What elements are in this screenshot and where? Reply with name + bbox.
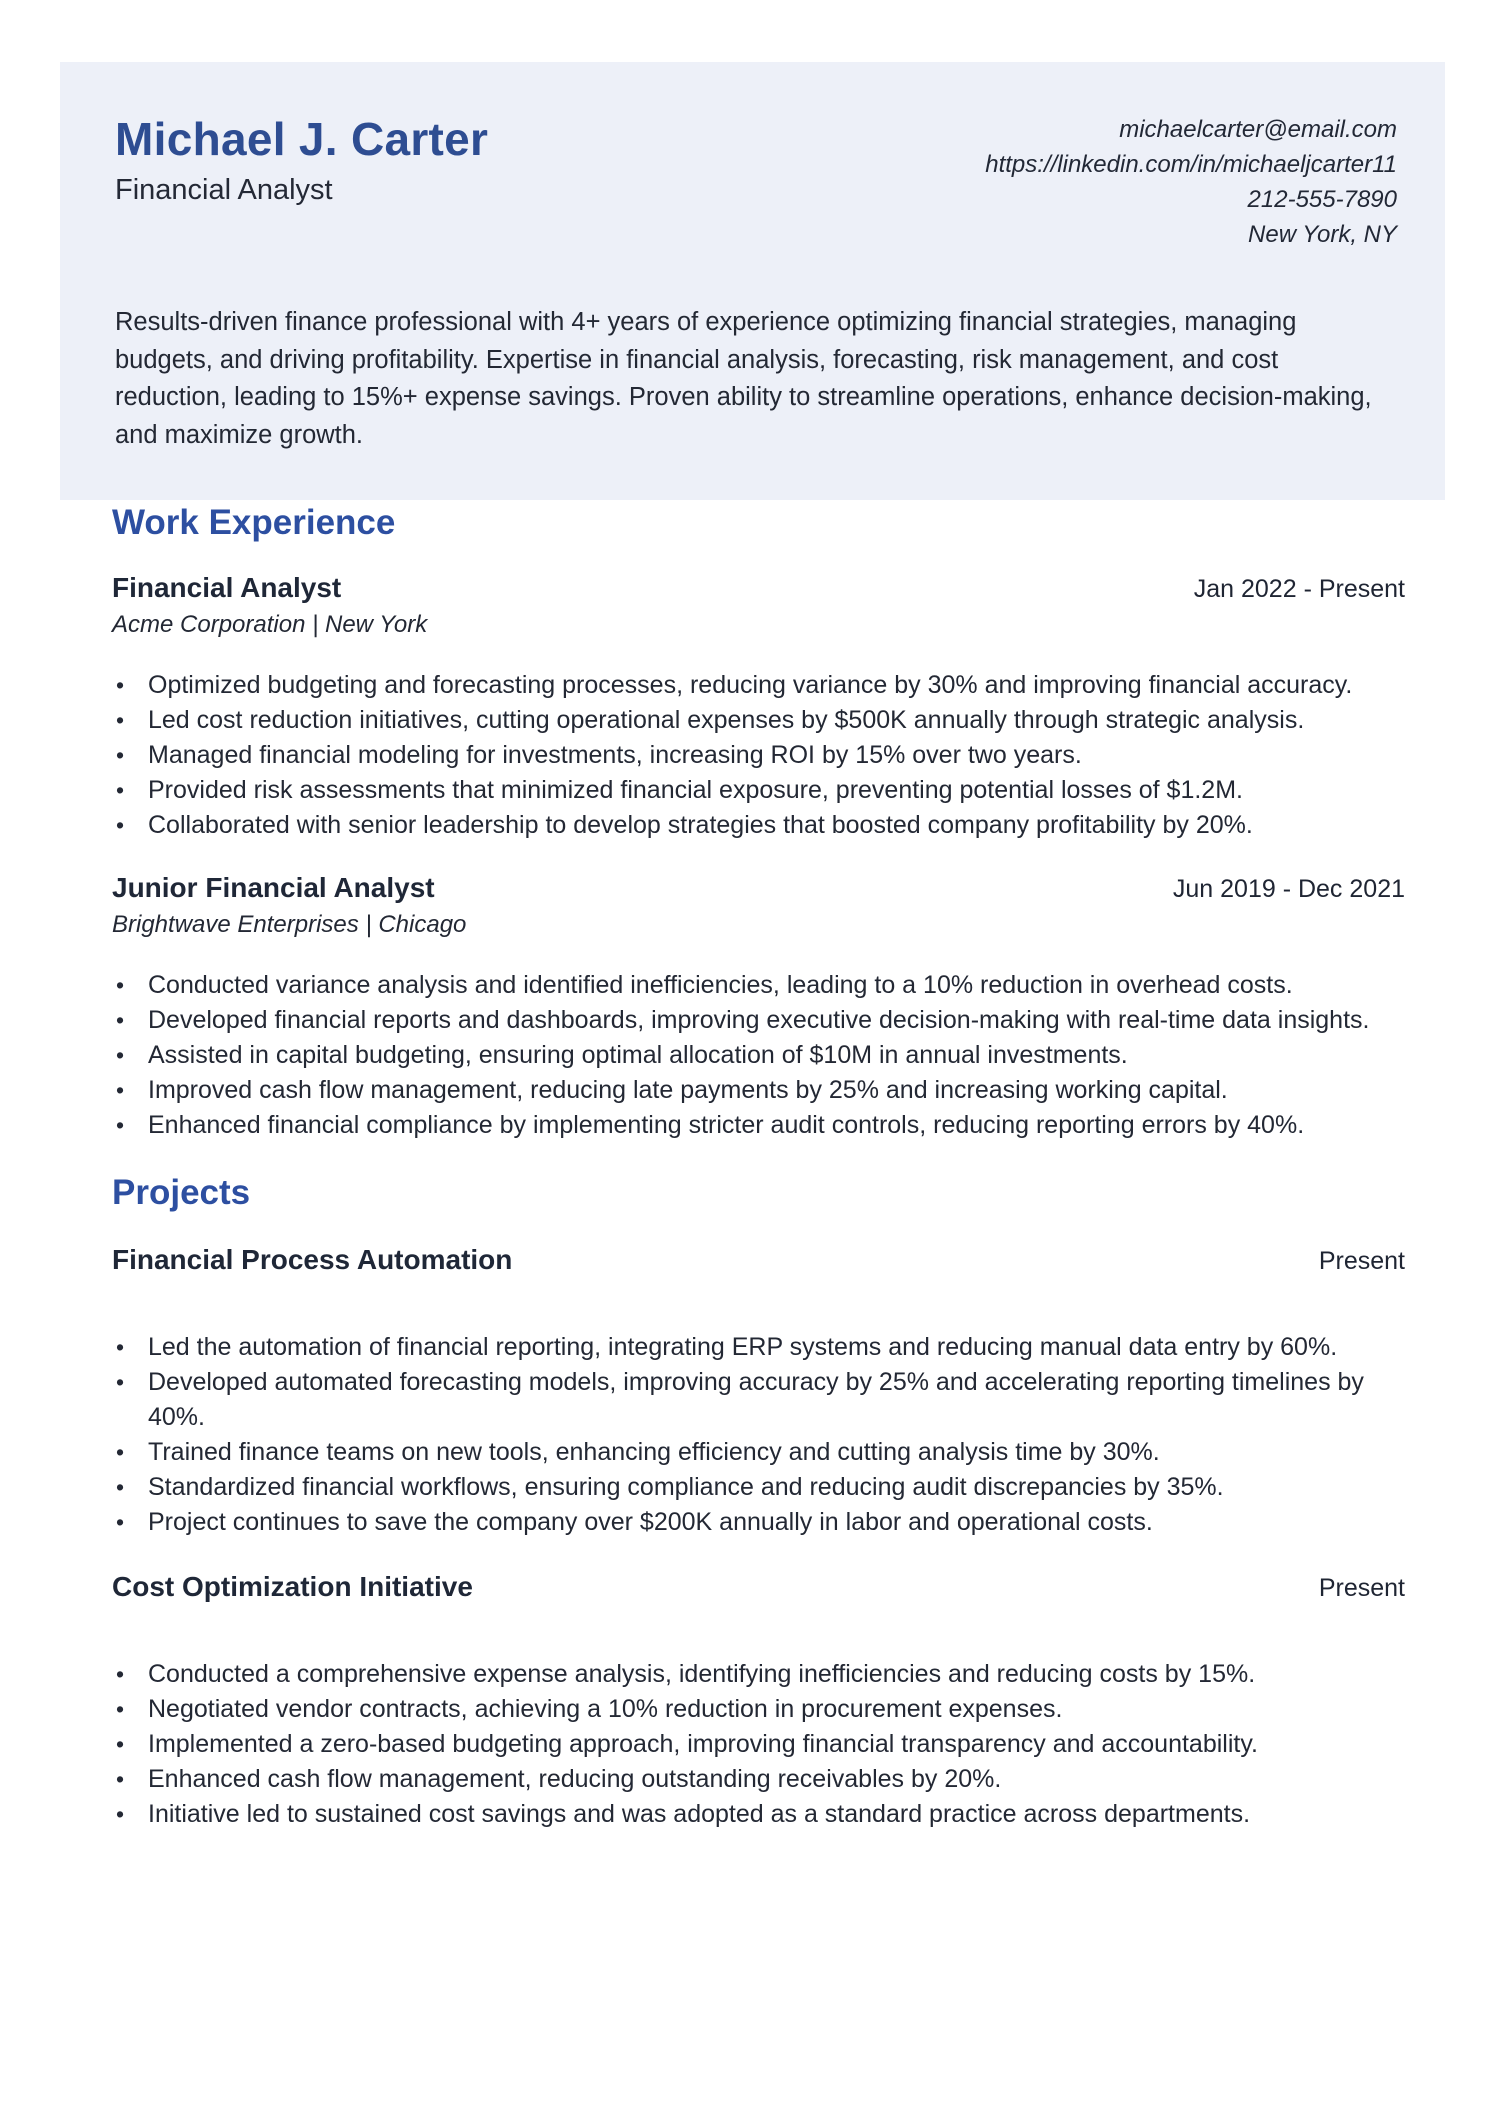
bullet-item	[112, 1470, 1405, 1505]
bullet-dot-icon: •	[116, 1334, 125, 1360]
entry-title: Junior Financial Analyst	[112, 872, 435, 903]
bullet-dot-icon: •	[116, 777, 125, 803]
identity-block	[115, 112, 488, 208]
bullet-text: Negotiated vendor contracts, achieving a 10% reduction in procurement expenses.	[148, 1695, 1063, 1723]
entry-header-row	[112, 1570, 1405, 1605]
bullet-list	[112, 1657, 1405, 1832]
entry-subtitle: Acme Corporation | New York	[112, 611, 428, 638]
section-projects	[112, 1173, 1405, 1832]
resume-body	[112, 503, 1405, 1832]
entry-header-row	[112, 871, 1405, 906]
bullet-text: Managed financial modeling for investments, increasing ROI by 15% over two years.	[148, 741, 1082, 769]
entry-date: Present	[1318, 1574, 1405, 1602]
bullet-dot-icon: •	[116, 1077, 125, 1103]
entry-date: Present	[1318, 1247, 1405, 1275]
bullet-text: Led cost reduction initiatives, cutting operational expenses by $500K annually through strategic analysis.	[148, 706, 1305, 734]
entry-header-row	[112, 571, 1405, 606]
bullet-text: Developed automated forecasting models, improving accuracy by 25% and accelerating reporting timelines by 40%.	[148, 1368, 1364, 1431]
bullet-text: Provided risk assessments that minimized financial exposure, preventing potential losses of $1.2M.	[148, 776, 1243, 804]
bullet-text: Led the automation of financial reporting, integrating ERP systems and reducing manual data entry by 60%.	[148, 1333, 1338, 1361]
bullet-text: Implemented a zero-based budgeting approach, improving financial transparency and accountability.	[148, 1730, 1258, 1758]
professional-summary: Results-driven finance professional with 4+ years of experience optimizing financial strategies, managing budgets, and driving profitability. Expertise in financial analysis, forecasting, risk management, and cost reduction, leading to 15%+ expense savings. Proven ability to streamline operations, enhance decision-making, and maximize growth.	[115, 308, 1372, 449]
bullet-text: Enhanced financial compliance by implementing stricter audit controls, reducing reporting errors by 40%.	[148, 1111, 1305, 1139]
bullet-dot-icon: •	[116, 1439, 125, 1465]
bullet-text: Conducted a comprehensive expense analysis, identifying inefficiencies and reducing costs by 15%.	[148, 1660, 1256, 1688]
contact-info	[985, 112, 1397, 252]
bullet-text: Standardized financial workflows, ensuring compliance and reducing audit discrepancies by 35%.	[148, 1473, 1224, 1501]
bullet-item	[112, 1073, 1405, 1108]
bullet-item	[112, 808, 1405, 843]
entry-header-row	[112, 1243, 1405, 1278]
person-name: Michael J. Carter	[115, 113, 489, 165]
section-work-experience	[112, 503, 1405, 1143]
bullet-text: Optimized budgeting and forecasting processes, reducing variance by 30% and improving financial accuracy.	[148, 671, 1353, 699]
entry-subtitle: Brightwave Enterprises | Chicago	[112, 911, 467, 938]
bullet-dot-icon: •	[116, 1474, 125, 1500]
bullet-item	[112, 773, 1405, 808]
bullet-dot-icon: •	[116, 1801, 125, 1827]
bullet-item	[112, 703, 1405, 738]
bullet-dot-icon: •	[116, 1509, 125, 1535]
resume-header	[60, 62, 1445, 500]
bullet-list	[112, 668, 1405, 843]
contact-phone: 212-555-7890	[1247, 186, 1397, 213]
contact-linkedin-url: https://linkedin.com/in/michaeljcarter11	[985, 151, 1397, 178]
section-heading: Work Experience	[112, 503, 396, 542]
bullet-text: Conducted variance analysis and identified inefficiencies, leading to a 10% reduction in overhead costs.	[148, 971, 1293, 999]
bullet-item	[112, 1435, 1405, 1470]
entry-date: Jun 2019 - Dec 2021	[1172, 875, 1405, 903]
bullet-item	[112, 1038, 1405, 1073]
bullet-item	[112, 1797, 1405, 1832]
bullet-dot-icon: •	[116, 972, 125, 998]
bullet-item	[112, 1762, 1405, 1797]
bullet-dot-icon: •	[116, 812, 125, 838]
bullet-text: Collaborated with senior leadership to develop strategies that boosted company profitability by 20%.	[148, 811, 1253, 839]
bullet-item	[112, 1330, 1405, 1365]
bullet-item	[112, 668, 1405, 703]
bullet-list	[112, 1330, 1405, 1540]
bullet-dot-icon: •	[116, 1042, 125, 1068]
bullet-item	[112, 1365, 1405, 1435]
bullet-text: Developed financial reports and dashboards, improving executive decision-making with real-time data insights.	[148, 1006, 1370, 1034]
bullet-text: Improved cash flow management, reducing late payments by 25% and increasing working capital.	[148, 1076, 1228, 1104]
bullet-dot-icon: •	[116, 1007, 125, 1033]
entry	[112, 871, 1405, 1143]
bullet-item	[112, 1505, 1405, 1540]
entry	[112, 1243, 1405, 1540]
bullet-dot-icon: •	[116, 1766, 125, 1792]
bullet-item	[112, 968, 1405, 1003]
bullet-item	[112, 738, 1405, 773]
bullet-dot-icon: •	[116, 1369, 125, 1395]
bullet-dot-icon: •	[116, 672, 125, 698]
bullet-dot-icon: •	[116, 1731, 125, 1757]
section-heading: Projects	[112, 1173, 251, 1212]
bullet-item	[112, 1657, 1405, 1692]
contact-email: michaelcarter@email.com	[1119, 116, 1397, 143]
bullet-text: Project continues to save the company over $200K annually in labor and operational costs.	[148, 1508, 1153, 1536]
bullet-dot-icon: •	[116, 1661, 125, 1687]
entry-title: Financial Analyst	[112, 572, 342, 603]
bullet-dot-icon: •	[116, 742, 125, 768]
entry-date: Jan 2022 - Present	[1193, 575, 1405, 603]
bullet-text: Assisted in capital budgeting, ensuring optimal allocation of $10M in annual investments.	[148, 1041, 1128, 1069]
bullet-dot-icon: •	[116, 1696, 125, 1722]
bullet-dot-icon: •	[116, 707, 125, 733]
contact-location: New York, NY	[1248, 221, 1397, 248]
bullet-item	[112, 1003, 1405, 1038]
bullet-text: Enhanced cash flow management, reducing outstanding receivables by 20%.	[148, 1765, 1002, 1793]
entry	[112, 571, 1405, 843]
bullet-item	[112, 1692, 1405, 1727]
bullet-dot-icon: •	[116, 1112, 125, 1138]
entry-title: Financial Process Automation	[112, 1244, 513, 1275]
bullet-item	[112, 1108, 1405, 1143]
person-title: Financial Analyst	[115, 174, 333, 206]
bullet-list	[112, 968, 1405, 1143]
bullet-text: Trained finance teams on new tools, enhancing efficiency and cutting analysis time by 30%.	[148, 1438, 1160, 1466]
entry-title: Cost Optimization Initiative	[112, 1571, 473, 1602]
header-top	[115, 112, 1397, 252]
entry	[112, 1570, 1405, 1832]
bullet-text: Initiative led to sustained cost savings and was adopted as a standard practice across departments.	[148, 1800, 1251, 1828]
bullet-item	[112, 1727, 1405, 1762]
